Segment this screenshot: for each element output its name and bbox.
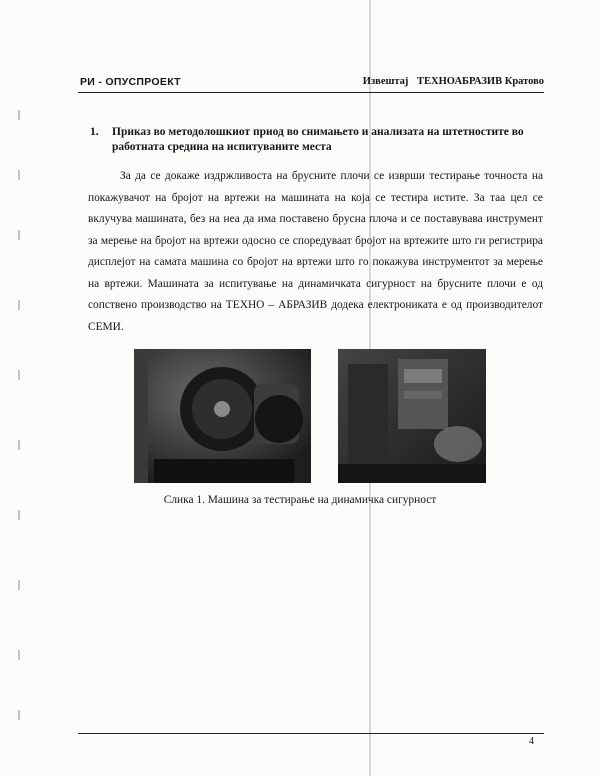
header-company: РИ - ОПУСПРОЕКТ [80,76,181,88]
machine-photo-left [134,349,311,483]
footer-rule [78,733,544,734]
header-report-title: ТЕХНОАБРАЗИВ Кратово [417,76,544,87]
body-paragraph: За да се докаже издржливоста на брусните плочи се изврши тестирање точноста на покажувачот на бројот на вртежи на машината на која се тестира истите. За таа цел се вклучува машината, без на неа да има поставено брусна плоча и се поставувава инструмент за мерење на бројот на вртежи одосно се споредуваат бројот на вртежите што ги регистрира дисплејот на самата машина со бројот на вртежи што го покажува инструментот за мерење на вртежи. Машината за испитување на динамичката сигурност на брусните плочи е од сопствено производство на ТЕХНО – АБРАЗИВ додека електрониката е од производителот СЕМИ. [88,170,543,333]
header-report [357,76,544,87]
page-header [78,76,544,93]
page-number: 4 [529,736,534,747]
figure-caption: Слика 1. Машина за тестирање на динамичка сигурност [163,494,437,506]
binder-hole-marks [18,110,24,730]
machine-photo-right [338,349,486,483]
header-report-label: Извештај [362,76,409,87]
section-title: Приказ во методолошкиот приод во снимањето и анализата на штетностите во работната средина на испитуваните места [112,126,524,153]
section-number: 1. [90,126,99,138]
